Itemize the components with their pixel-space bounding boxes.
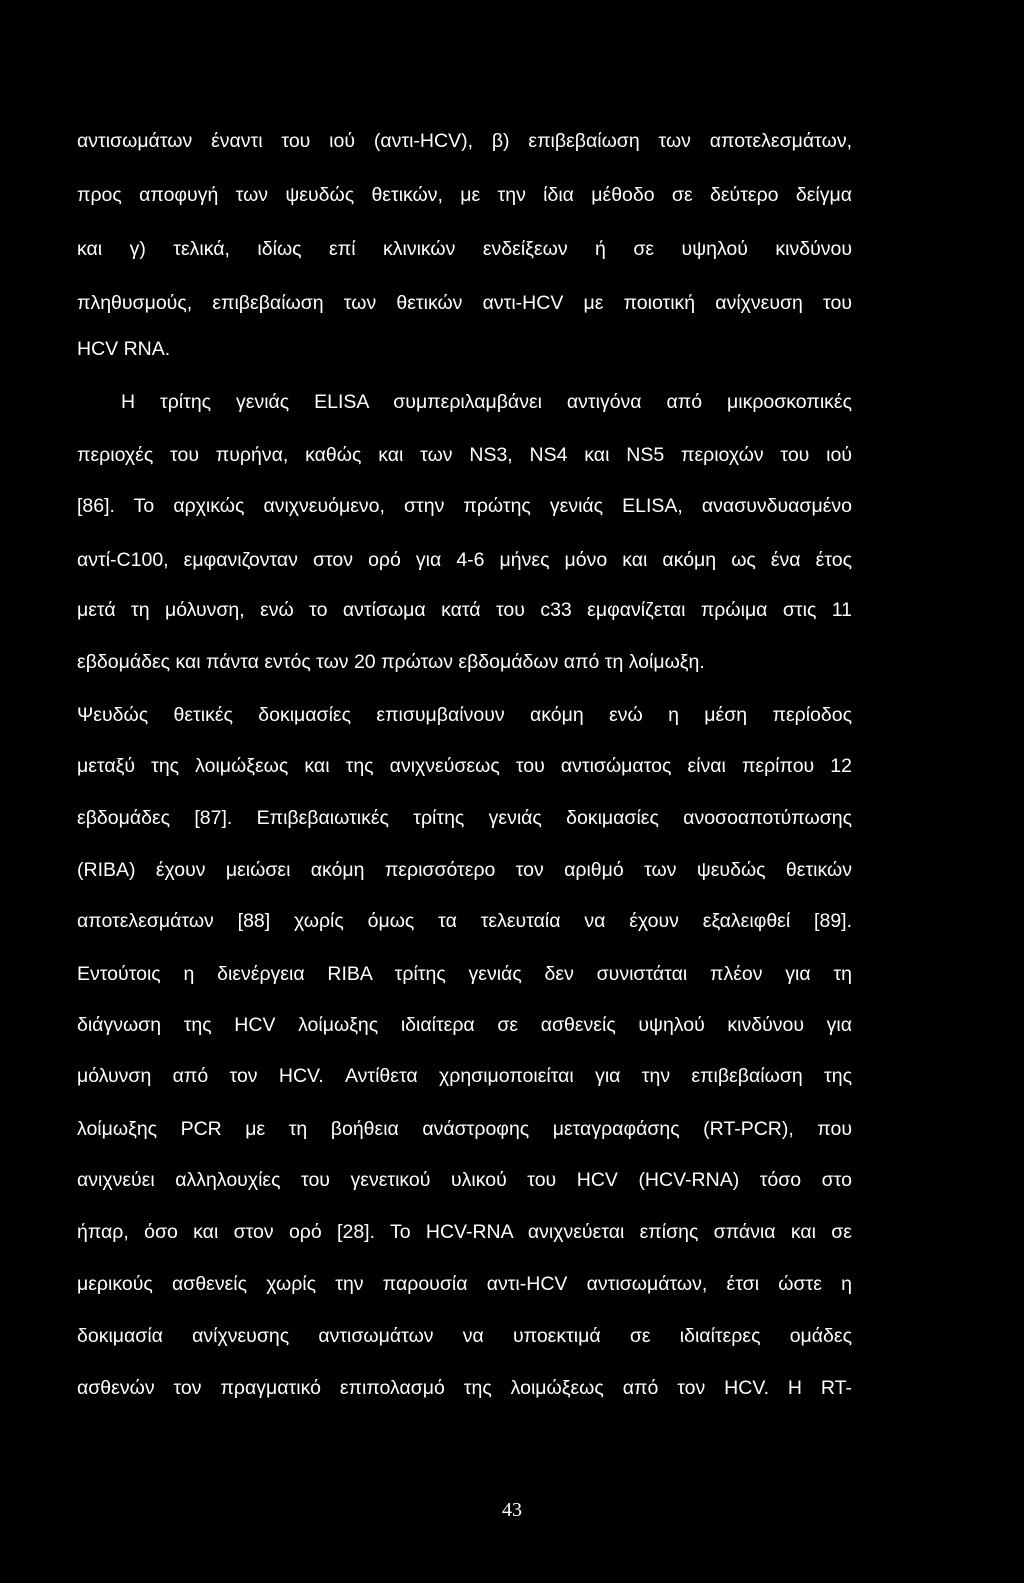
text-line: αποτελεσμάτων [88] χωρίς όμως τα τελευταία να έχουν εξαλειφθεί [89].	[77, 910, 852, 932]
text-line: Ψευδώς θετικές δοκιμασίες επισυμβαίνουν ακόμη ενώ η μέση περίοδος	[77, 704, 852, 726]
text-line: Εντούτοις η διενέργεια RIBA τρίτης γενιάς δεν συνιστάται πλέον για τη	[77, 963, 852, 985]
text-line: μεταξύ της λοιμώξεως και της ανιχνεύσεως του αντισώματος είναι περίπου 12	[77, 755, 852, 777]
text-line: HCV RNA.	[77, 338, 171, 360]
text-line: εβδομάδες [87]. Επιβεβαιωτικές τρίτης γενιάς δοκιμασίες ανοσοαποτύπωσης	[77, 807, 852, 829]
text-line: Η τρίτης γενιάς ELISA συμπεριλαμβάνει αντιγόνα από μικροσκοπικές	[121, 391, 852, 413]
text-line: ήπαρ, όσο και στον ορό [28]. Το HCV-RNA ανιχνεύεται επίσης σπάνια και σε	[77, 1221, 852, 1243]
text-line: διάγνωση της HCV λοίμωξης ιδιαίτερα σε ασθενείς υψηλού κινδύνου για	[77, 1014, 852, 1036]
page-number: 43	[502, 1499, 522, 1521]
text-line: αντί-C100, εμφανιζονταν στον ορό για 4-6 μήνες μόνο και ακόμη ως ένα έτος	[77, 549, 852, 571]
text-line: προς αποφυγή των ψευδώς θετικών, με την ίδια μέθοδο σε δεύτερο δείγμα	[77, 184, 852, 206]
text-line: πληθυσμούς, επιβεβαίωση των θετικών αντι-HCV με ποιοτική ανίχνευση του	[77, 292, 852, 314]
text-line: περιοχές του πυρήνα, καθώς και των NS3, NS4 και NS5 περιοχών του ιού	[77, 444, 852, 466]
text-line: μετά τη μόλυνση, ενώ το αντίσωμα κατά του c33 εμφανίζεται πρώιμα στις 11	[77, 599, 852, 621]
text-line: αντισωμάτων έναντι του ιού (αντι-HCV), β) επιβεβαίωση των αποτελεσμάτων,	[77, 130, 852, 152]
text-line: εβδομάδες και πάντα εντός των 20 πρώτων εβδομάδων από τη λοίμωξη.	[77, 651, 705, 673]
text-line: και γ) τελικά, ιδίως επί κλινικών ενδείξεων ή σε υψηλού κινδύνου	[77, 238, 852, 260]
text-line: μόλυνση από τον HCV. Αντίθετα χρησιμοποιείται για την επιβεβαίωση της	[77, 1065, 852, 1087]
text-line: ασθενών τον πραγματικό επιπολασμό της λοιμώξεως από τον HCV. Η RT-	[77, 1377, 852, 1399]
text-line: (RIBA) έχουν μειώσει ακόμη περισσότερο τον αριθμό των ψευδώς θετικών	[77, 859, 852, 881]
text-line: ανιχνεύει αλληλουχίες του γενετικού υλικού του HCV (HCV-RNA) τόσο στο	[77, 1169, 852, 1191]
text-line: [86]. Το αρχικώς ανιχνευόμενο, στην πρώτης γενιάς ELISA, ανασυνδυασμένο	[77, 495, 852, 517]
text-line: μερικούς ασθενείς χωρίς την παρουσία αντι-HCV αντισωμάτων, έτσι ώστε η	[77, 1273, 852, 1295]
text-line: δοκιμασία ανίχνευσης αντισωμάτων να υποεκτιμά σε ιδιαίτερες ομάδες	[77, 1325, 852, 1347]
text-line: λοίμωξης PCR με τη βοήθεια ανάστροφης μεταγραφάσης (RT-PCR), που	[77, 1118, 852, 1140]
